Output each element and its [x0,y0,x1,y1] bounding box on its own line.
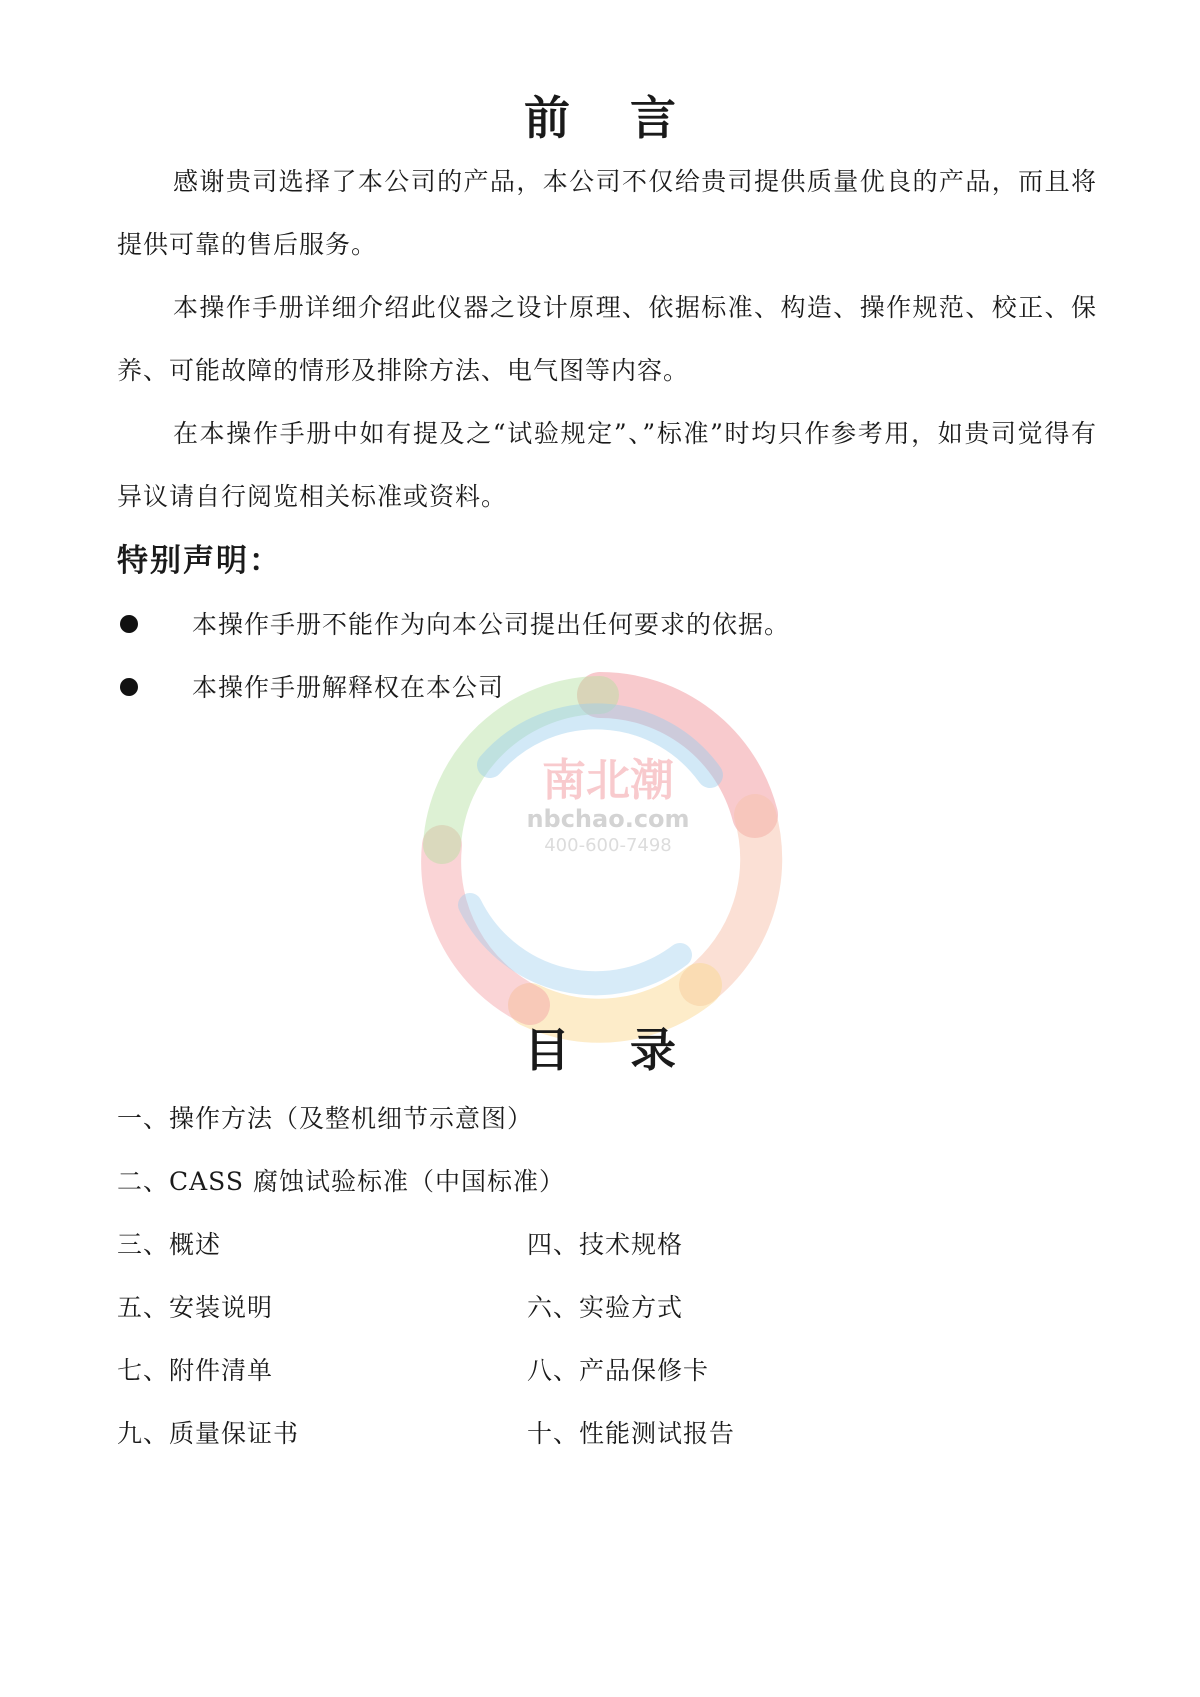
preface-paragraph-3: 在本操作手册中如有提及之“试验规定”、”标准”时均只作参考用，如贵司觉得有异议请自行阅览相关标准或资料。 [117,419,1097,511]
toc-entry: 十、性能测试报告 [527,1419,736,1448]
preface-paragraph-1: 感谢贵司选择了本公司的产品，本公司不仅给贵司提供质量优良的产品，而且将提供可靠的售后服务。 [117,167,1097,259]
toc-entry: 六、实验方式 [527,1293,684,1322]
bullet-icon [120,678,138,696]
toc-row [117,1402,1017,1465]
toc-title: 目录 [524,1023,736,1077]
toc-entry: 七、附件清单 [117,1356,274,1385]
toc-entry: 三、概述 [117,1230,222,1259]
toc-entry: 四、技术规格 [527,1230,684,1259]
watermark-site: nbchao.com [526,805,690,833]
toc-row [117,1339,1017,1402]
paint-ring-icon [441,695,761,1021]
toc-entry: 五、安装说明 [117,1293,274,1322]
toc-row [117,1213,1017,1276]
notice-item-text: 本操作手册不能作为向本公司提出任何要求的依据。 [192,610,791,639]
table-of-contents [117,1087,1017,1465]
bullet-icon [120,615,138,633]
toc-entry: 二、CASS 腐蚀试验标准（中国标准） [117,1167,565,1196]
notice-item-text: 本操作手册解释权在本公司 [192,673,505,702]
toc-row [117,1276,1017,1339]
preface-paragraph-2: 本操作手册详细介绍此仪器之设计原理、依据标准、构造、操作规范、校正、保养、可能故障的情形及排除方法、电气图等内容。 [117,293,1097,385]
toc-row [117,1150,1017,1213]
watermark-phone: 400-600-7498 [544,835,672,856]
notice-heading: 特别声明： [117,543,282,579]
toc-entry: 一、操作方法（及整机细节示意图） [117,1104,534,1133]
toc-entry: 九、质量保证书 [117,1419,300,1448]
notice-item-1 [117,593,790,656]
watermark-logo [380,655,820,1055]
toc-entry: 八、产品保修卡 [527,1356,710,1385]
toc-row [117,1087,1017,1150]
preface-title: 前言 [524,91,736,145]
watermark-brand: 南北潮 [542,755,674,806]
